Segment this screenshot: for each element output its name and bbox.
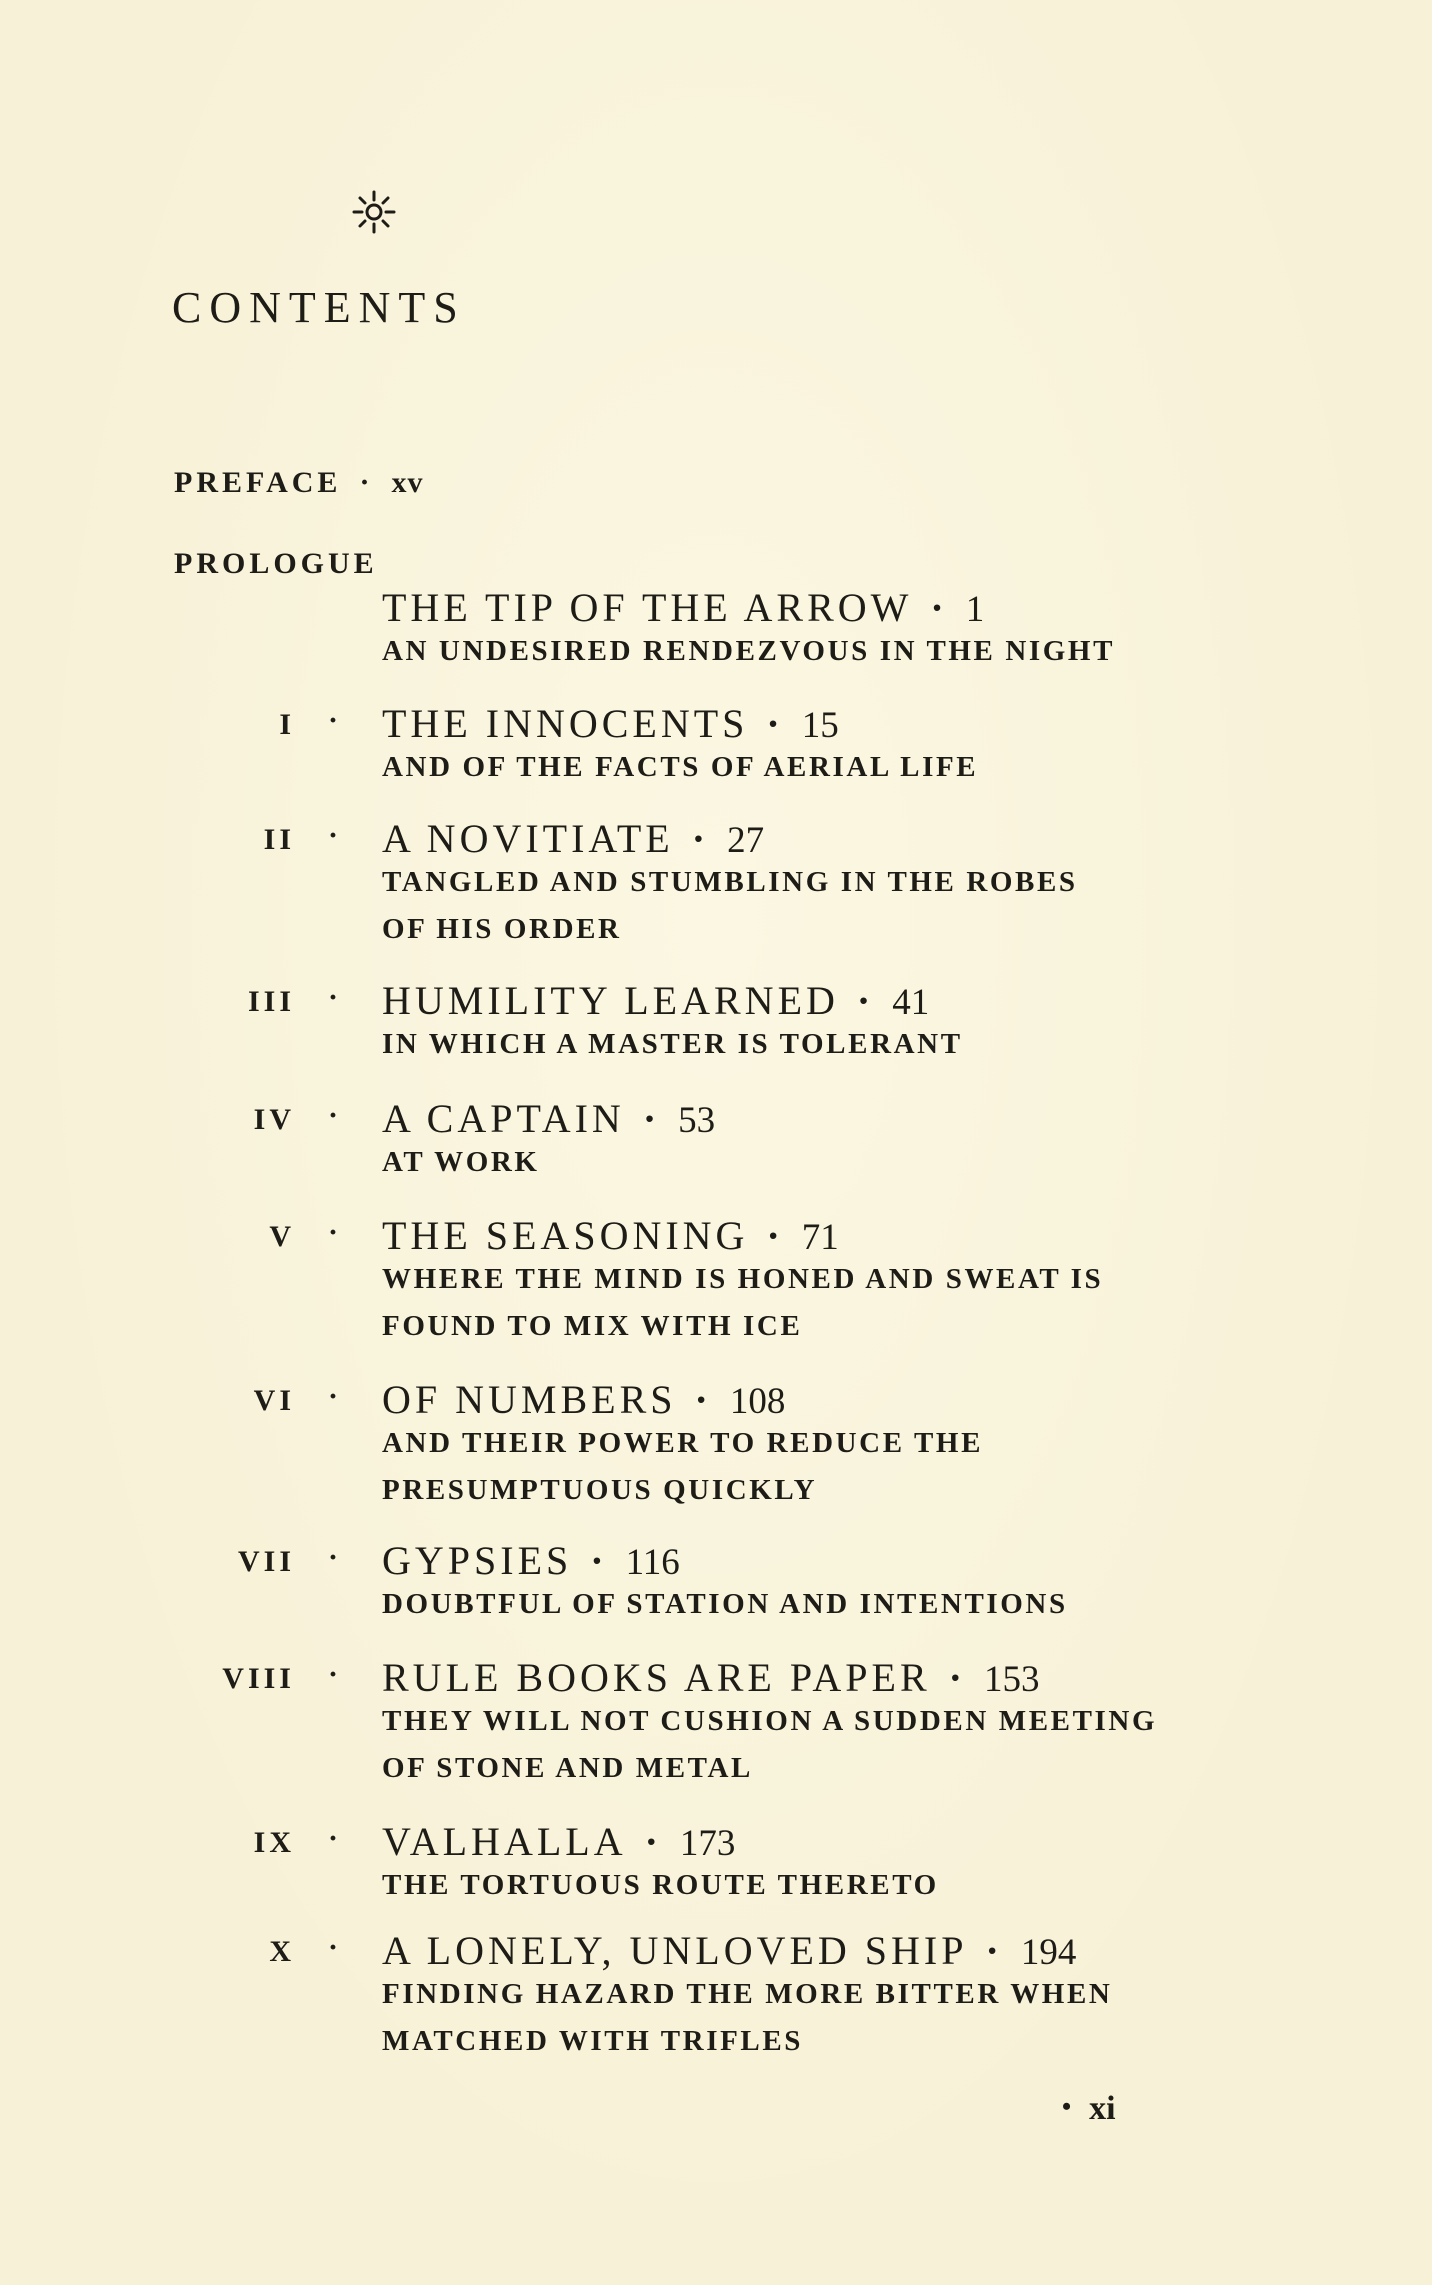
prologue-label: PROLOGUE	[174, 547, 378, 580]
preface-entry	[174, 466, 423, 500]
chapter-page: 15	[801, 705, 839, 746]
chapter-heading	[382, 1095, 715, 1142]
chapter-subtitle-line: IN WHICH A MASTER IS TOLERANT	[382, 1028, 963, 1060]
chapter-subtitle-line: AT WORK	[382, 1146, 540, 1178]
chapter-heading	[382, 1212, 839, 1259]
chapter-numeral: IX	[253, 1826, 295, 1859]
page-title: CONTENTS	[172, 283, 466, 332]
chapter-page: 194	[1020, 1932, 1077, 1973]
chapter-page: 71	[801, 1217, 839, 1258]
preface-label: PREFACE	[174, 466, 342, 499]
chapter-heading	[382, 584, 984, 631]
chapter-numeral: V	[269, 1220, 295, 1253]
numeral-separator: ·	[328, 1541, 339, 1574]
chapter-page: 116	[625, 1542, 680, 1583]
numeral-separator: ·	[328, 1216, 339, 1249]
numeral-separator: ·	[328, 1099, 339, 1132]
chapter-subtitle-line: THEY WILL NOT CUSHION A SUDDEN MEETING	[382, 1705, 1158, 1737]
preface-page: xv	[391, 466, 424, 499]
chapter-title: HUMILITY LEARNED	[382, 978, 839, 1023]
chapter-subtitle-line: WHERE THE MIND IS HONED AND SWEAT IS	[382, 1263, 1104, 1295]
chapter-page: 108	[729, 1381, 786, 1422]
chapter-title: RULE BOOKS ARE PAPER	[382, 1655, 931, 1700]
page-separator: ·	[856, 978, 875, 1023]
numeral-separator: ·	[328, 981, 339, 1014]
chapter-subtitle-line: MATCHED WITH TRIFLES	[382, 2025, 804, 2057]
folio-bullet: •	[1062, 2092, 1072, 2121]
chapter-page: 1	[965, 589, 985, 630]
chapter-numeral: I	[279, 708, 295, 741]
numeral-separator: ·	[328, 704, 339, 737]
page-separator: ·	[948, 1655, 966, 1700]
chapter-page: 153	[983, 1659, 1040, 1700]
chapter-numeral: III	[247, 985, 295, 1018]
chapter-subtitle-line: FOUND TO MIX WITH ICE	[382, 1310, 803, 1342]
chapter-subtitle-line: AND THEIR POWER TO REDUCE THE	[382, 1427, 984, 1459]
page-separator: ·	[691, 816, 710, 861]
chapter-subtitle-line: AN UNDESIRED RENDEZVOUS IN THE NIGHT	[382, 635, 1116, 667]
chapter-title: VALHALLA	[382, 1819, 627, 1864]
numeral-separator: ·	[328, 1658, 339, 1691]
chapter-page: 27	[727, 820, 765, 861]
chapter-page: 53	[678, 1100, 716, 1141]
chapter-numeral: II	[263, 823, 295, 856]
page-separator: ·	[642, 1096, 661, 1141]
chapter-title: A LONELY, UNLOVED SHIP	[382, 1928, 968, 1973]
folio-number: xi	[1089, 2090, 1116, 2127]
chapter-subtitle-line: OF STONE AND METAL	[382, 1752, 753, 1784]
chapter-page: 41	[892, 982, 930, 1023]
chapter-numeral: X	[269, 1935, 295, 1968]
chapter-subtitle-line: FINDING HAZARD THE MORE BITTER WHEN	[382, 1978, 1113, 2010]
chapter-heading	[382, 1927, 1076, 1974]
page-separator: ·	[766, 1213, 784, 1258]
chapter-numeral: VIII	[222, 1662, 295, 1695]
chapter-title: OF NUMBERS	[382, 1377, 677, 1422]
chapter-heading	[382, 815, 764, 862]
preface-separator: ·	[359, 466, 374, 499]
numeral-separator: ·	[328, 1822, 339, 1855]
chapter-subtitle-line: TANGLED AND STUMBLING IN THE ROBES	[382, 866, 1078, 898]
chapter-heading	[382, 1537, 680, 1584]
chapter-subtitle-line: THE TORTUOUS ROUTE THERETO	[382, 1869, 939, 1901]
chapter-heading	[382, 1376, 785, 1423]
chapter-subtitle-line: DOUBTFUL OF STATION AND INTENTIONS	[382, 1588, 1068, 1620]
chapter-title: THE TIP OF THE ARROW	[382, 585, 913, 630]
chapter-subtitle-line: PRESUMPTUOUS QUICKLY	[382, 1474, 818, 1506]
chapter-title: GYPSIES	[382, 1538, 573, 1583]
sun-ornament-icon	[352, 190, 396, 234]
numeral-separator: ·	[328, 1380, 339, 1413]
page-separator: ·	[930, 585, 948, 630]
chapter-title: A CAPTAIN	[382, 1096, 625, 1141]
numeral-separator: ·	[328, 1931, 339, 1964]
chapter-page: 173	[679, 1823, 736, 1864]
numeral-separator: ·	[328, 819, 339, 852]
chapter-subtitle-line: AND OF THE FACTS OF AERIAL LIFE	[382, 751, 979, 783]
chapter-numeral: VI	[253, 1384, 295, 1417]
page-number	[1062, 2090, 1116, 2128]
chapter-heading	[382, 700, 839, 747]
chapter-heading	[382, 1654, 1039, 1701]
page-separator: ·	[985, 1928, 1003, 1973]
chapter-numeral: VII	[237, 1545, 295, 1578]
chapter-numeral: IV	[253, 1103, 295, 1136]
chapter-title: A NOVITIATE	[382, 816, 674, 861]
page-separator: ·	[644, 1819, 662, 1864]
page-separator: ·	[694, 1377, 712, 1422]
page-separator: ·	[590, 1538, 608, 1583]
chapter-subtitle-line: OF HIS ORDER	[382, 913, 622, 945]
chapter-title: THE SEASONING	[382, 1213, 749, 1258]
chapter-heading	[382, 977, 929, 1024]
chapter-title: THE INNOCENTS	[382, 701, 749, 746]
page-separator: ·	[766, 701, 784, 746]
chapter-heading	[382, 1818, 735, 1865]
